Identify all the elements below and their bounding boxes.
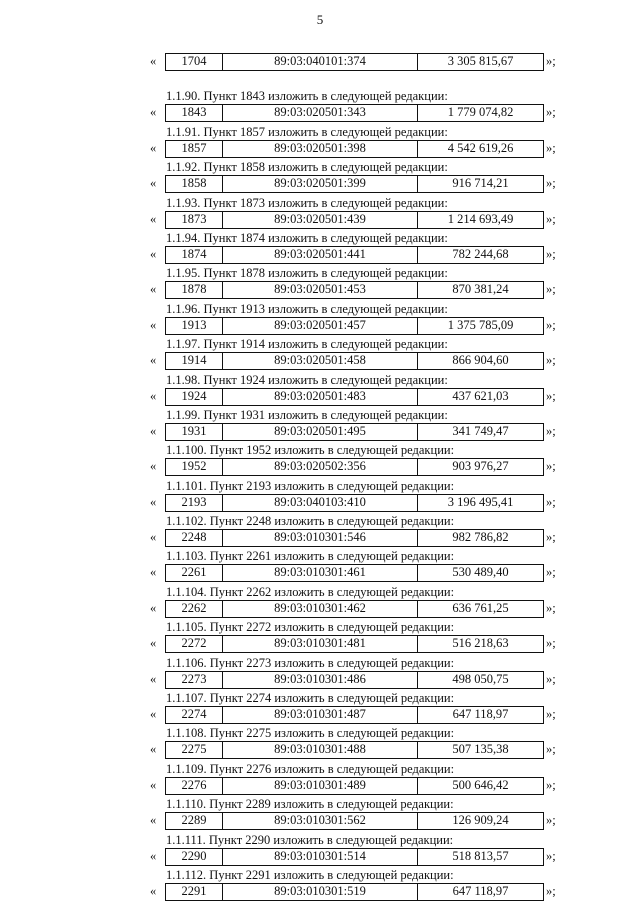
value-cell: 916 714,21 [452, 176, 509, 191]
table-row-cells [165, 352, 544, 370]
opening-quote: « [150, 423, 157, 438]
value-cell: 3 305 815,67 [447, 54, 514, 68]
value-cell: 437 621,03 [452, 388, 509, 403]
amendment-instruction: 1.1.98. Пункт 1924 изложить в следующей редакции: [166, 372, 448, 387]
closing-quote: »; [546, 883, 556, 898]
table-row-cells [165, 777, 544, 795]
table-row [150, 848, 570, 865]
item-number-cell: 1878 [166, 282, 223, 298]
item-number-cell: 2275 [166, 742, 223, 758]
opening-quote: « [150, 813, 157, 828]
cadastral-number-cell: 89:03:020501:458 [223, 353, 418, 369]
item-number-cell: 2262 [166, 601, 223, 617]
value-cell: 1 375 785,09 [447, 317, 514, 332]
amendment-entry [150, 796, 570, 831]
value-cell: 647 118,97 [452, 883, 509, 898]
cadastral-number-cell: 89:03:010301:514 [223, 849, 418, 865]
table-row-cells [165, 706, 544, 724]
table-row-cells [165, 211, 544, 229]
amendment-instruction: 1.1.104. Пункт 2262 изложить в следующей редакции: [166, 584, 455, 599]
table-row-cells [165, 104, 544, 122]
value-cell: 4 542 619,26 [447, 140, 514, 155]
amendment-entry [150, 336, 570, 371]
amendment-instruction: 1.1.105. Пункт 2272 изложить в следующей редакции: [166, 620, 455, 635]
value-cell: 507 135,38 [452, 742, 509, 757]
table-row [150, 529, 570, 546]
item-number-cell: 1931 [166, 424, 223, 440]
cadastral-number-cell: 89:03:020501:399 [223, 176, 418, 192]
table-row [150, 741, 570, 758]
amendment-instruction: 1.1.94. Пункт 1874 изложить в следующей редакции: [166, 230, 448, 245]
item-number-cell: 1843 [166, 105, 223, 121]
closing-quote: »; [546, 105, 556, 120]
value-cell: 530 489,40 [452, 565, 509, 580]
table-row [150, 246, 570, 263]
item-number-cell: 1913 [166, 318, 223, 334]
value-cell: 126 909,24 [452, 813, 509, 828]
opening-quote: « [150, 388, 157, 403]
amendment-entry [150, 690, 570, 725]
value-cell: 1 779 074,82 [447, 105, 514, 120]
opening-quote: « [150, 140, 157, 155]
item-number-cell: 1858 [166, 176, 223, 192]
opening-quote: « [150, 636, 157, 651]
closing-quote: »; [546, 530, 556, 545]
page-number: 5 [316, 12, 324, 27]
table-row [150, 211, 570, 228]
cadastral-number-cell: 89:03:010301:546 [223, 530, 418, 546]
amendment-instruction: 1.1.100. Пункт 1952 изложить в следующей редакции: [166, 443, 455, 458]
table-row [150, 635, 570, 652]
cadastral-number-cell: 89:03:010301:519 [223, 884, 418, 900]
value-cell: 903 976,27 [452, 459, 509, 474]
table-row-cells [165, 564, 544, 582]
value-cell: 782 244,68 [452, 246, 509, 261]
cadastral-number-cell: 89:03:010301:461 [223, 565, 418, 581]
opening-quote: « [150, 883, 157, 898]
item-number-cell: 2272 [166, 636, 223, 652]
closing-quote: »; [546, 494, 556, 509]
item-number-cell: 1924 [166, 389, 223, 405]
table-row-cells [165, 281, 544, 299]
amendment-instruction: 1.1.99. Пункт 1931 изложить в следующей редакции: [166, 407, 448, 422]
cadastral-number-cell: 89:03:020501:483 [223, 389, 418, 405]
table-row-cells [165, 635, 544, 653]
cadastral-number-cell: 89:03:020501:343 [223, 105, 418, 121]
value-cell: 1 214 693,49 [447, 211, 514, 226]
amendment-instruction: 1.1.110. Пункт 2289 изложить в следующей редакции: [166, 797, 454, 812]
closing-quote: »; [546, 848, 556, 863]
value-cell: 498 050,75 [452, 671, 509, 686]
item-number-cell: 2248 [166, 530, 223, 546]
opening-quote: « [150, 707, 157, 722]
amendment-entry [150, 619, 570, 654]
cadastral-number-cell: 89:03:010301:488 [223, 742, 418, 758]
opening-quote: « [150, 282, 157, 297]
amendment-entry [150, 88, 570, 123]
opening-quote: « [150, 176, 157, 191]
amendment-instruction: 1.1.109. Пункт 2276 изложить в следующей редакции: [166, 761, 455, 776]
cadastral-number-cell: 89:03:010301:481 [223, 636, 418, 652]
cadastral-number-cell: 89:03:020501:495 [223, 424, 418, 440]
cadastral-number-cell: 89:03:020501:453 [223, 282, 418, 298]
cadastral-number-cell: 89:03:010301:462 [223, 601, 418, 617]
amendment-entry [150, 372, 570, 407]
closing-quote: »; [546, 565, 556, 580]
opening-quote: « [150, 246, 157, 261]
amendment-entry [150, 548, 570, 583]
item-number-cell: 2290 [166, 849, 223, 865]
amendment-instruction: 1.1.96. Пункт 1913 изложить в следующей редакции: [166, 301, 448, 316]
amendment-instruction: 1.1.95. Пункт 1878 изложить в следующей редакции: [166, 266, 448, 281]
amendment-entry [150, 478, 570, 513]
value-cell: 866 904,60 [452, 353, 509, 368]
table-row [150, 317, 570, 334]
table-row-cells [165, 883, 544, 901]
opening-quote: « [150, 777, 157, 792]
table-row-cells [165, 175, 544, 193]
opening-quote: « [150, 54, 157, 68]
table-row [150, 53, 570, 70]
table-row-cells [165, 741, 544, 759]
item-number-cell: 2193 [166, 495, 223, 511]
opening-quote: « [150, 494, 157, 509]
table-row-cells [165, 600, 544, 618]
amendment-entry [150, 442, 570, 477]
amendment-instruction: 1.1.111. Пункт 2290 изложить в следующей редакции: [166, 832, 454, 847]
item-number-cell: 2261 [166, 565, 223, 581]
table-row [150, 423, 570, 440]
table-row [150, 777, 570, 794]
cadastral-number-cell: 89:03:020502:356 [223, 459, 418, 475]
table-row [150, 812, 570, 829]
opening-quote: « [150, 565, 157, 580]
table-row-cells [165, 423, 544, 441]
table-row [150, 281, 570, 298]
amendment-instruction: 1.1.107. Пункт 2274 изложить в следующей редакции: [166, 691, 455, 706]
cadastral-number-cell: 89:03:020501:441 [223, 247, 418, 263]
table-row [150, 140, 570, 157]
closing-quote: »; [546, 282, 556, 297]
opening-quote: « [150, 211, 157, 226]
amendment-entry [150, 867, 570, 902]
cadastral-number-cell: 89:03:010301:562 [223, 813, 418, 829]
value-cell: 500 646,42 [452, 777, 509, 792]
closing-quote: »; [546, 353, 556, 368]
closing-quote: »; [546, 246, 556, 261]
closing-quote: »; [546, 600, 556, 615]
amendment-instruction: 1.1.103. Пункт 2261 изложить в следующей редакции: [166, 549, 455, 564]
amendment-entry [150, 761, 570, 796]
closing-quote: »; [546, 54, 556, 68]
amendment-entry [150, 230, 570, 265]
amendment-entry [150, 407, 570, 442]
item-number-cell: 1704 [166, 54, 223, 70]
table-row-cells [165, 671, 544, 689]
item-number-cell: 1874 [166, 247, 223, 263]
table-row-cells [165, 494, 544, 512]
table-row [150, 494, 570, 511]
table-row-cells [165, 317, 544, 335]
closing-quote: »; [546, 317, 556, 332]
amendment-instruction: 1.1.92. Пункт 1858 изложить в следующей редакции: [166, 160, 448, 175]
cadastral-number-cell: 89:03:010301:487 [223, 707, 418, 723]
amendment-instruction: 1.1.102. Пункт 2248 изложить в следующей редакции: [166, 514, 455, 529]
amendment-instruction: 1.1.90. Пункт 1843 изложить в следующей редакции: [166, 89, 448, 104]
value-cell: 982 786,82 [452, 530, 509, 545]
amendment-entry [150, 159, 570, 194]
amendment-entry [150, 265, 570, 300]
table-row [150, 600, 570, 617]
opening-quote: « [150, 317, 157, 332]
closing-quote: »; [546, 459, 556, 474]
opening-quote: « [150, 848, 157, 863]
value-cell: 870 381,24 [452, 282, 509, 297]
table-entry-first [150, 53, 570, 88]
opening-quote: « [150, 671, 157, 686]
closing-quote: »; [546, 671, 556, 686]
amendment-entry [150, 301, 570, 336]
table-row-cells [165, 848, 544, 866]
opening-quote: « [150, 459, 157, 474]
value-cell: 516 218,63 [452, 636, 509, 651]
opening-quote: « [150, 105, 157, 120]
table-row [150, 104, 570, 121]
closing-quote: »; [546, 176, 556, 191]
value-cell: 636 761,25 [452, 600, 509, 615]
item-number-cell: 1914 [166, 353, 223, 369]
table-row-cells [165, 458, 544, 476]
table-row [150, 352, 570, 369]
closing-quote: »; [546, 423, 556, 438]
opening-quote: « [150, 530, 157, 545]
amendment-entry [150, 655, 570, 690]
amendment-entry [150, 124, 570, 159]
cadastral-number-cell: 89:03:020501:457 [223, 318, 418, 334]
closing-quote: »; [546, 813, 556, 828]
table-row [150, 458, 570, 475]
table-row [150, 706, 570, 723]
opening-quote: « [150, 600, 157, 615]
amendment-entry [150, 832, 570, 867]
closing-quote: »; [546, 211, 556, 226]
amendment-entry [150, 584, 570, 619]
amendment-instruction: 1.1.97. Пункт 1914 изложить в следующей редакции: [166, 337, 448, 352]
value-cell: 518 813,57 [452, 848, 509, 863]
item-number-cell: 1857 [166, 141, 223, 157]
item-number-cell: 2273 [166, 672, 223, 688]
amendment-instruction: 1.1.91. Пункт 1857 изложить в следующей редакции: [166, 124, 448, 139]
amendment-instruction: 1.1.93. Пункт 1873 изложить в следующей редакции: [166, 195, 448, 210]
table-row [150, 671, 570, 688]
opening-quote: « [150, 742, 157, 757]
amendment-instruction: 1.1.101. Пункт 2193 изложить в следующей редакции: [166, 478, 455, 493]
value-cell: 341 749,47 [452, 423, 509, 438]
closing-quote: »; [546, 636, 556, 651]
cadastral-number-cell: 89:03:040101:374 [223, 54, 418, 70]
cadastral-number-cell: 89:03:040103:410 [223, 495, 418, 511]
closing-quote: »; [546, 140, 556, 155]
table-row-cells [165, 388, 544, 406]
table-row [150, 564, 570, 581]
table-row-cells [165, 812, 544, 830]
amendment-entry [150, 513, 570, 548]
value-cell: 3 196 495,41 [447, 494, 514, 509]
amendment-instruction: 1.1.112. Пункт 2291 изложить в следующей редакции: [166, 867, 454, 882]
table-row [150, 175, 570, 192]
closing-quote: »; [546, 707, 556, 722]
table-row-cells [165, 53, 544, 71]
entries-list [150, 88, 570, 902]
table-row-cells [165, 529, 544, 547]
opening-quote: « [150, 353, 157, 368]
amendment-entry [150, 725, 570, 760]
item-number-cell: 2274 [166, 707, 223, 723]
closing-quote: »; [546, 742, 556, 757]
document-body [150, 53, 570, 902]
value-cell: 647 118,97 [452, 707, 509, 722]
item-number-cell: 2291 [166, 884, 223, 900]
table-row-cells [165, 140, 544, 158]
amendment-entry [150, 195, 570, 230]
item-number-cell: 1873 [166, 212, 223, 228]
table-row [150, 883, 570, 900]
cadastral-number-cell: 89:03:020501:398 [223, 141, 418, 157]
table-row-cells [165, 246, 544, 264]
amendment-instruction: 1.1.108. Пункт 2275 изложить в следующей редакции: [166, 726, 455, 741]
cadastral-number-cell: 89:03:010301:489 [223, 778, 418, 794]
amendment-instruction: 1.1.106. Пункт 2273 изложить в следующей редакции: [166, 655, 455, 670]
item-number-cell: 2276 [166, 778, 223, 794]
table-row [150, 388, 570, 405]
closing-quote: »; [546, 388, 556, 403]
closing-quote: »; [546, 777, 556, 792]
item-number-cell: 1952 [166, 459, 223, 475]
cadastral-number-cell: 89:03:010301:486 [223, 672, 418, 688]
cadastral-number-cell: 89:03:020501:439 [223, 212, 418, 228]
item-number-cell: 2289 [166, 813, 223, 829]
